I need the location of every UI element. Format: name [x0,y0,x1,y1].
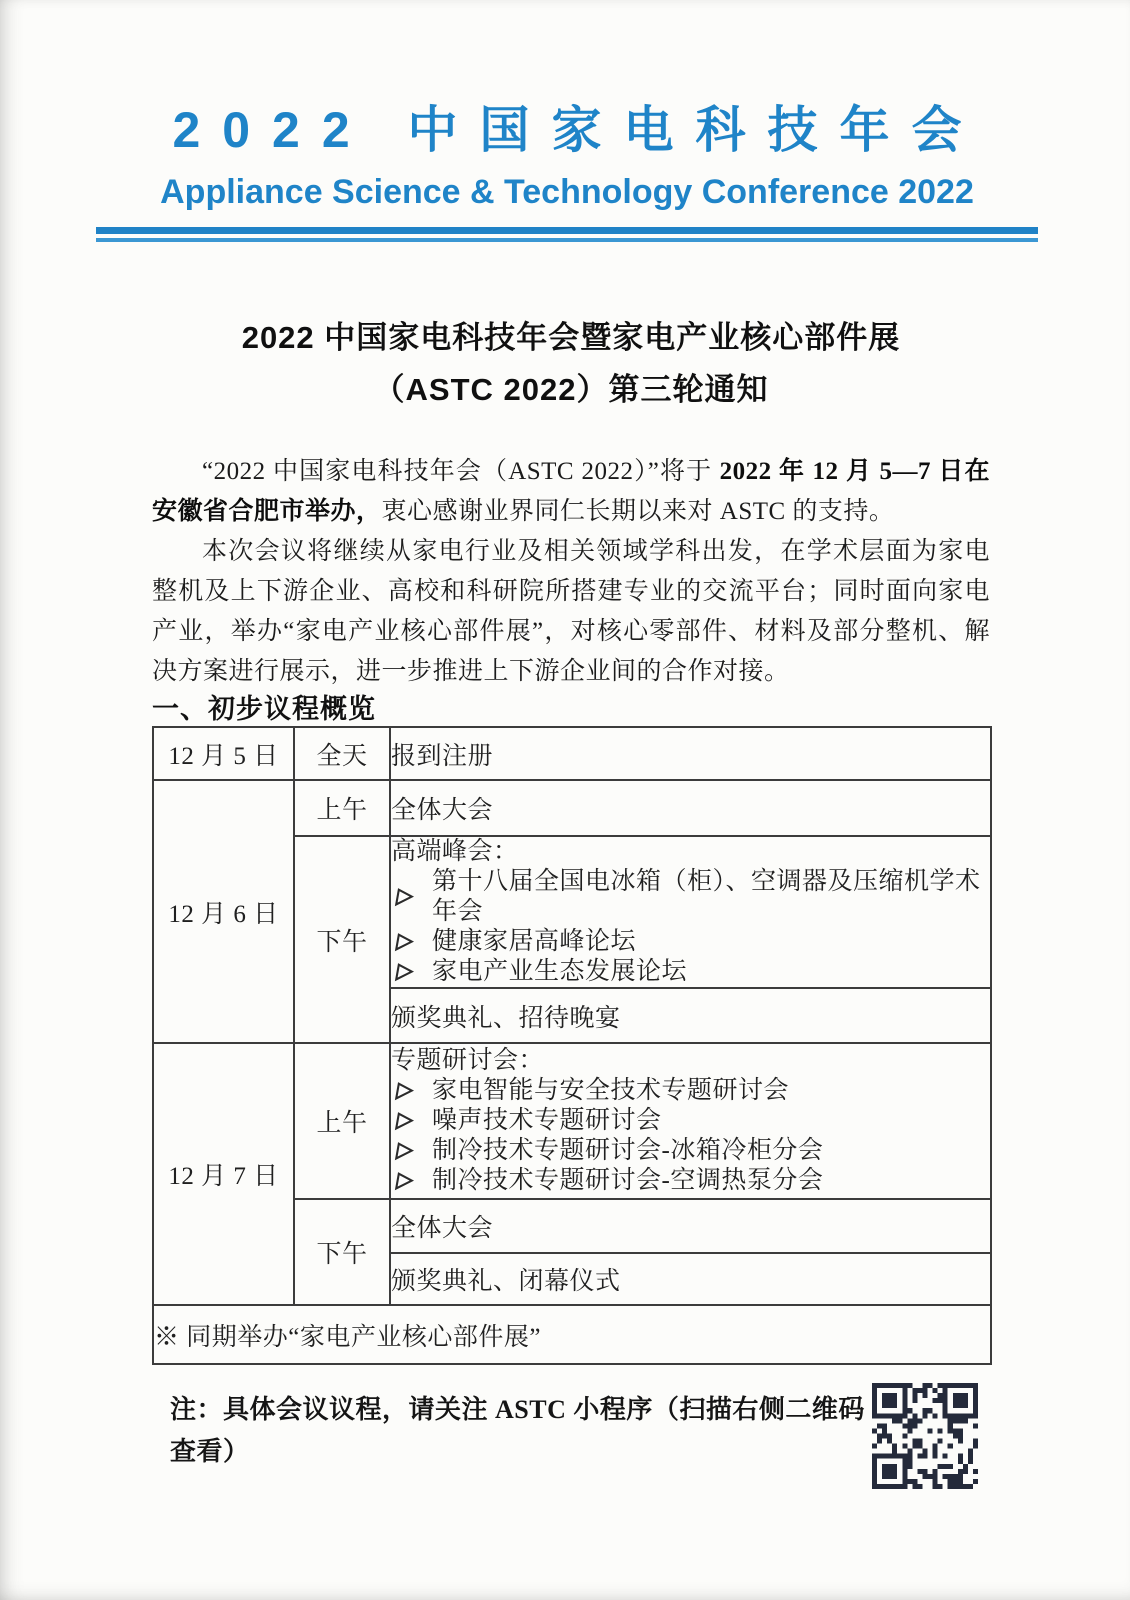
note-text: 注：具体会议议程，请关注 ASTC 小程序（扫描右侧二维码查看） [170,1395,865,1466]
list-item [391,1076,990,1106]
content-cell: 颁奖典礼、招待晚宴 [390,988,991,1043]
intro-p1-bold: 2022 年 12 月 5—7 日在安徽省合肥市举办， [152,458,990,525]
note-row [152,1381,990,1489]
list-item-label: 健康家居高峰论坛 [432,928,637,955]
banner-title-en: Appliance Science & Technology Conference 2022 [160,173,974,211]
intro-p1-rest: 衷心感谢业界同仁长期以来对 ASTC 的支持。 [381,498,895,525]
intro-paragraph-2: 本次会议将继续从家电行业及相关领域学科出发，在学术层面为家电整机及上下游企业、高校和科研院所搭建专业的交流平台；同时面向家电产业，举办“家电产业核心部件展”，对核心零部件、材料及部分整机、解决方案进行展示，进一步推进上下游企业间的合作对接。 [152,538,990,685]
list-item-label: 噪声技术专题研讨会 [432,1107,662,1134]
list-title: 专题研讨会： [391,1047,545,1074]
table-row [153,780,991,836]
banner-divider [96,227,1038,242]
list-title: 高端峰会： [391,838,519,865]
qr-code-image [872,1383,978,1489]
arrow-right-bullet-icon [393,963,415,982]
content-cell: 全体大会 [390,780,991,836]
table-row [153,727,991,780]
agenda-heading: 一、初步议程概览 [152,694,376,724]
list-item-label: 家电产业生态发展论坛 [432,958,688,985]
list-item-label: 家电智能与安全技术专题研讨会 [432,1077,790,1104]
arrow-right-bullet-icon [393,888,415,907]
time-cell: 上午 [294,1043,390,1199]
date-cell: 12 月 6 日 [153,780,294,1043]
date-cell: 12 月 7 日 [153,1043,294,1305]
document-title-line2: （ASTC 2022）第三轮通知 [373,372,769,407]
time-cell: 下午 [294,1199,390,1305]
table-footnote: ※ 同期举办“家电产业核心部件展” [153,1305,991,1364]
banner [96,95,1038,242]
agenda-table [152,726,992,1365]
time-cell: 上午 [294,780,390,836]
arrow-right-bullet-icon [393,1112,415,1131]
document-body [152,312,990,1489]
list-item-label: 制冷技术专题研讨会-空调热泵分会 [432,1167,824,1194]
table-row [153,1305,991,1364]
intro-paragraph-1 [152,452,990,532]
list-item [391,927,990,957]
list-item-label: 第十八届全国电冰箱（柜）、空调器及压缩机学术年会 [432,868,981,925]
list-item [391,1166,990,1196]
arrow-right-bullet-icon [393,1172,415,1191]
arrow-right-bullet-icon [393,1142,415,1161]
content-cell: 报到注册 [390,727,991,780]
content-cell: 颁奖典礼、闭幕仪式 [390,1253,991,1305]
list-item-label: 制冷技术专题研讨会-冰箱冷柜分会 [432,1137,824,1164]
list-item [391,957,990,987]
time-cell: 下午 [294,836,390,1043]
document-title-line1: 2022 中国家电科技年会暨家电产业核心部件展 [241,320,901,355]
intro-p1-lead: “2022 中国家电科技年会（ASTC 2022）”将于 [202,458,720,485]
content-cell [390,1043,991,1199]
content-cell [390,836,991,988]
time-cell: 全天 [294,727,390,780]
date-cell: 12 月 5 日 [153,727,294,780]
content-cell: 全体大会 [390,1199,991,1253]
table-row [153,1043,991,1199]
list-item [391,867,990,927]
arrow-right-bullet-icon [393,933,415,952]
document-title [152,312,990,416]
qr-code [872,1383,978,1489]
list-item [391,1136,990,1166]
arrow-right-bullet-icon [393,1082,415,1101]
list-item [391,1106,990,1136]
banner-title-cn: 2022 中国家电科技年会 [172,102,984,158]
